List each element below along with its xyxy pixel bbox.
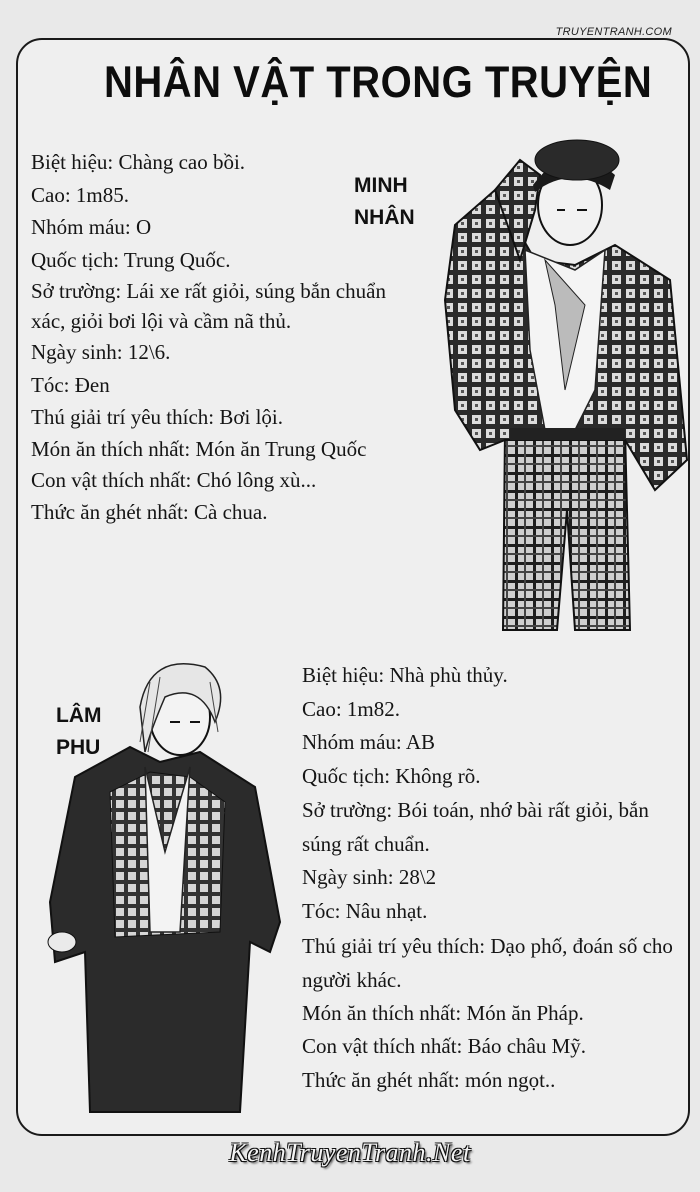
character-2-profile: [302, 659, 680, 1097]
profile-nickname: Biệt hiệu: Nhà phù thủy.: [302, 663, 508, 687]
profile-hobby: Thú giải trí yêu thích: Dạo phố, đoán số cho người khác.: [302, 933, 673, 992]
profile-favorite-animal: Con vật thích nhất: Báo châu Mỹ.: [302, 1034, 587, 1059]
profile-height: Cao: 1m82.: [302, 696, 400, 721]
profile-skills: Sở trường: Lái xe rất giỏi, súng bắn chuẩn xác, giỏi bơi lội và cầm nã thủ.: [31, 279, 386, 333]
character-1-profile: [31, 146, 423, 529]
profile-favorite-animal: Con vật thích nhất: Chó lông xù...: [31, 467, 317, 492]
character-illustration-minh-nhan: [425, 130, 695, 635]
site-watermark-top: TRUYENTRANH.COM: [555, 26, 672, 38]
profile-birthday: Ngày sinh: 28\2: [302, 865, 437, 890]
name-line-2: PHU: [56, 736, 101, 759]
profile-hated-food: Thức ăn ghét nhất: Cà chua.: [31, 500, 268, 524]
name-line-2: NHÂN: [354, 206, 415, 229]
profile-hair: Tóc: Đen: [31, 372, 110, 397]
page-title: NHÂN VẬT TRONG TRUYỆN: [104, 58, 653, 108]
profile-nationality: Quốc tịch: Trung Quốc.: [31, 247, 231, 272]
profile-birthday: Ngày sinh: 12\6.: [31, 340, 171, 364]
profile-height: Cao: 1m85.: [31, 182, 129, 207]
name-line-1: MINH: [354, 174, 408, 197]
profile-favorite-food: Món ăn thích nhất: Món ăn Trung Quốc: [31, 436, 367, 461]
character-illustration-lam-phu: [40, 652, 292, 1114]
profile-nickname: Biệt hiệu: Chàng cao bồi.: [31, 150, 246, 174]
profile-skills: Sở trường: Bói toán, nhớ bài rất giỏi, bắn súng rất chuẩn.: [302, 798, 649, 857]
profile-favorite-food: Món ăn thích nhất: Món ăn Pháp.: [302, 1000, 584, 1025]
profile-blood-type: Nhóm máu: O: [31, 215, 152, 239]
profile-blood-type: Nhóm máu: AB: [302, 730, 436, 755]
site-watermark-bottom: KenhTruyenTranh.Net: [229, 1138, 471, 1167]
profile-nationality: Quốc tịch: Không rõ.: [302, 763, 481, 788]
profile-hair: Tóc: Nâu nhạt.: [302, 898, 428, 923]
profile-hated-food: Thức ăn ghét nhất: món ngọt..: [302, 1067, 556, 1092]
profile-hobby: Thú giải trí yêu thích: Bơi lội.: [31, 405, 283, 429]
name-line-1: LÂM: [56, 704, 102, 727]
